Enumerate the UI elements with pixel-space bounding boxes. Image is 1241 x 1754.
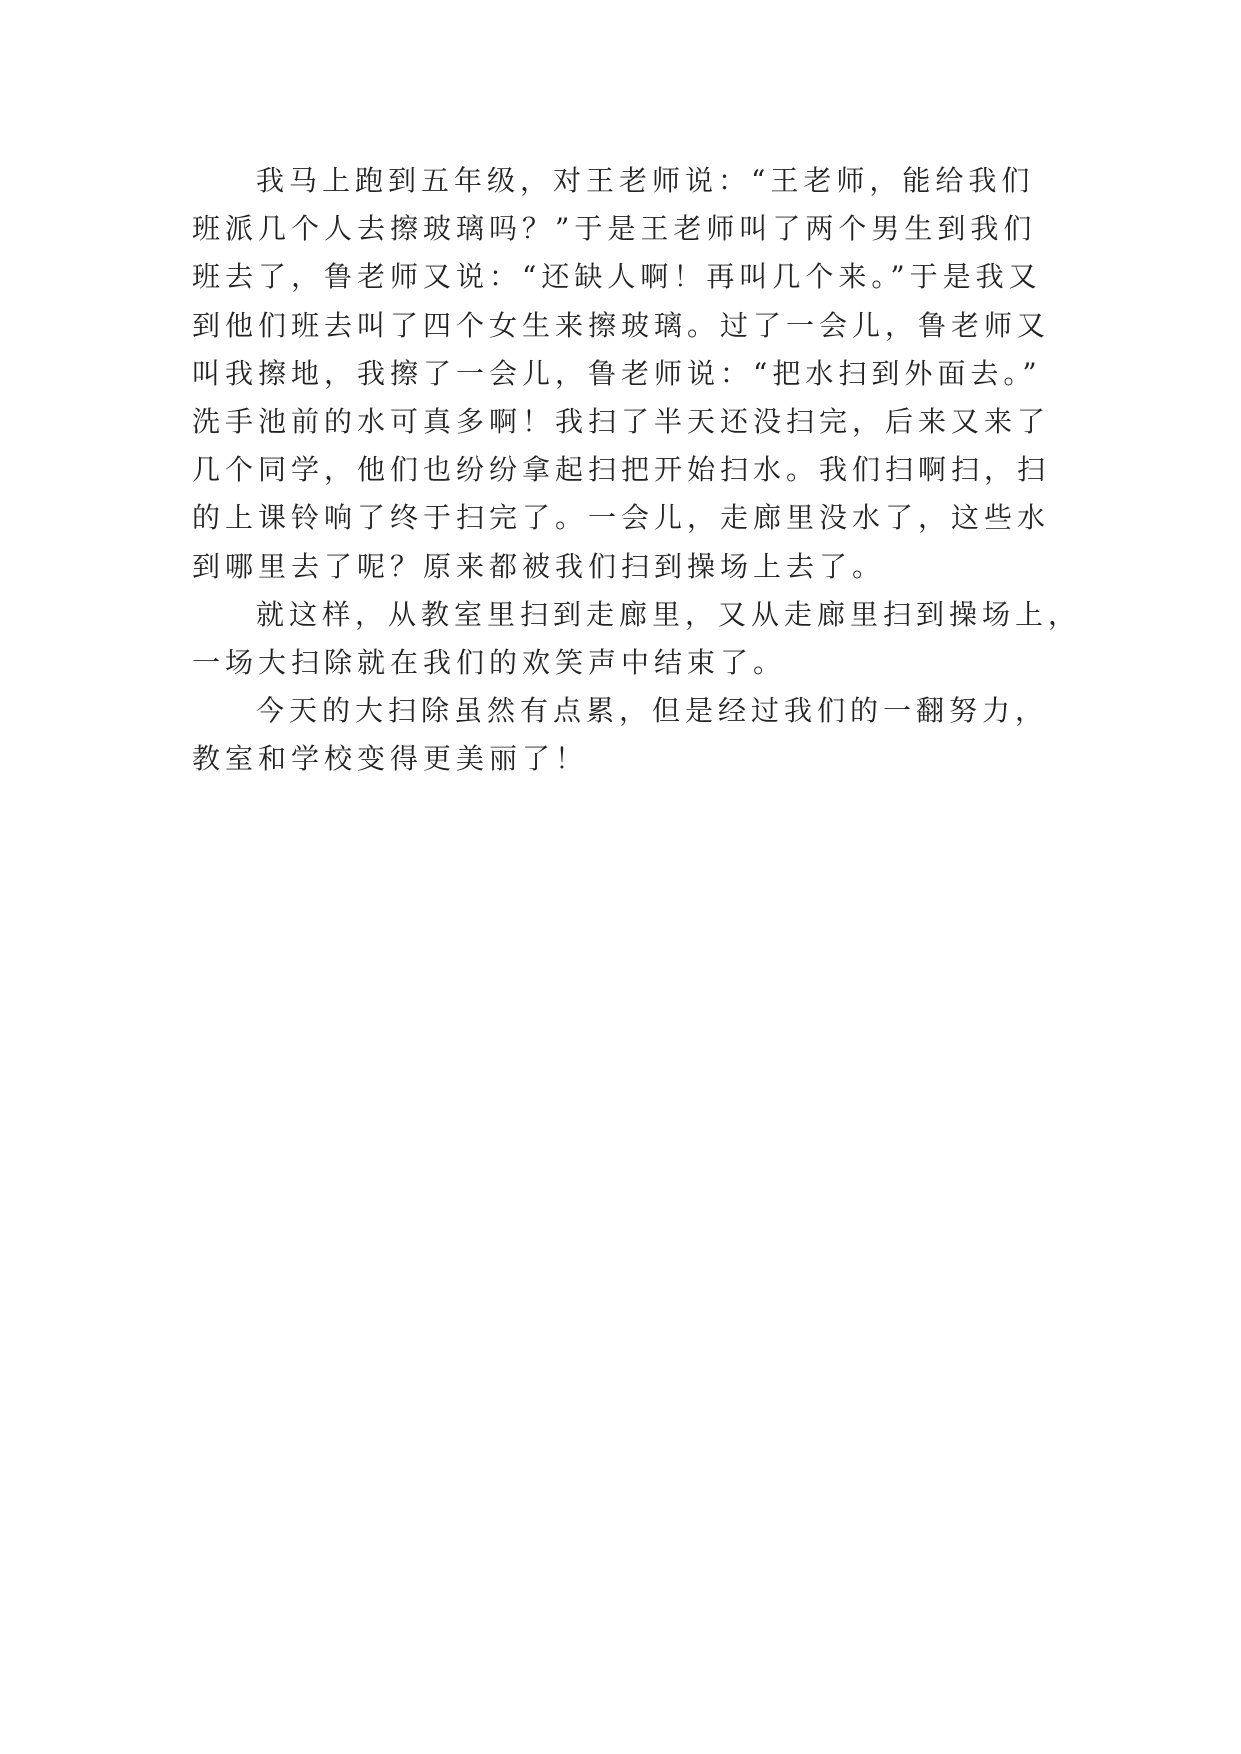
text-line: 到哪里去了呢？原来都被我们扫到操场上去了。: [192, 549, 886, 583]
text-line: 我马上跑到五年级，对王老师说：“王老师，能给我们: [256, 164, 1035, 197]
text-line: 叫我擦地，我擦了一会儿，鲁老师说：“把水扫到外面去。”: [192, 356, 1042, 390]
paragraph-1: [192, 157, 1052, 591]
text-line: 班去了，鲁老师又说：“还缺人啊！再叫几个来。”于是我又: [192, 260, 1042, 294]
text-line: 几个同学，他们也纷纷拿起扫把开始扫水。我们扫啊扫，扫: [192, 453, 1051, 487]
text-line: 一场大扫除就在我们的欢笑声中结束了。: [192, 645, 787, 679]
text-line: 就这样，从教室里扫到走廊里，又从走廊里扫到操场上，: [256, 597, 1082, 631]
text-line: 今天的大扫除虽然有点累，但是经过我们的一翻努力，: [256, 694, 1049, 728]
paragraph-3: [192, 687, 1052, 783]
document-body: [192, 157, 1082, 783]
text-line: 班派几个人去擦玻璃吗？”于是王老师叫了两个男生到我们: [192, 212, 1037, 246]
text-line: 教室和学校变得更美丽了！: [192, 742, 589, 776]
paragraph-2: [192, 591, 1082, 687]
text-line: 洗手池前的水可真多啊！我扫了半天还没扫完，后来又来了: [192, 404, 1051, 438]
text-line: 的上课铃响了终于扫完了。一会儿，走廊里没水了，这些水: [192, 501, 1051, 535]
text-line: 到他们班去叫了四个女生来擦玻璃。过了一会儿，鲁老师又: [192, 308, 1051, 342]
